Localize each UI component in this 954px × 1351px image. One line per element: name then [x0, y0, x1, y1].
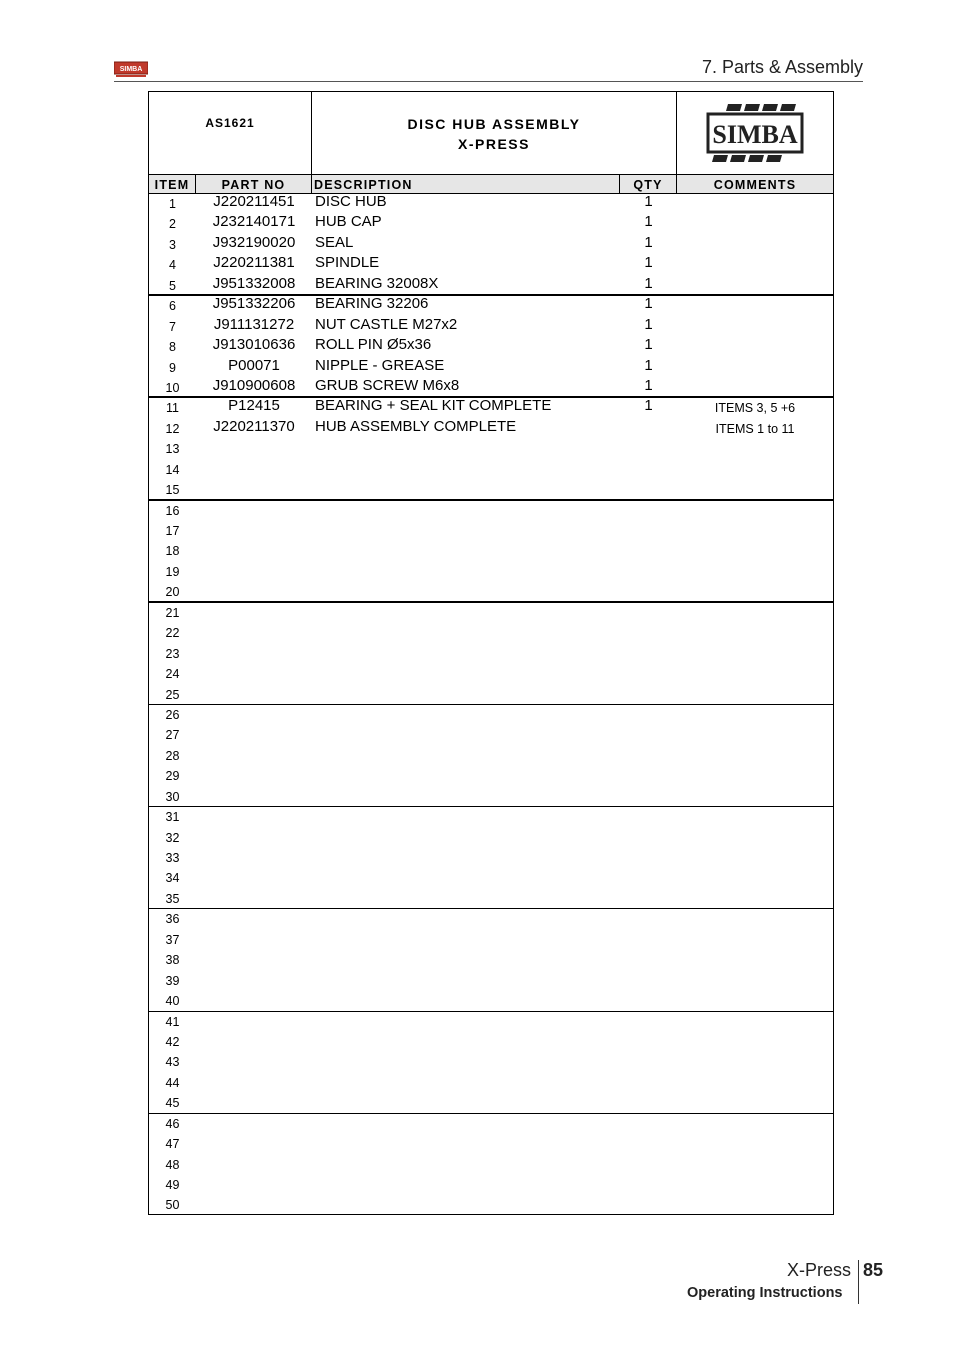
header-simba-logo — [114, 60, 148, 78]
table-row — [149, 480, 833, 500]
cell-item: 31 — [165, 810, 180, 825]
cell-item: 48 — [165, 1157, 180, 1172]
table-row — [149, 1175, 833, 1195]
table-row — [149, 255, 833, 275]
cell-item: 46 — [165, 1116, 180, 1131]
cell-item: 45 — [165, 1096, 180, 1111]
table-row — [149, 603, 833, 623]
cell-qty: 1 — [644, 213, 653, 231]
cell-item: 37 — [165, 932, 180, 947]
cell-item: 9 — [169, 360, 176, 375]
parts-sheet — [148, 91, 834, 1215]
cell-qty: 1 — [644, 397, 653, 415]
cell-part-no: J220211381 — [213, 254, 295, 272]
table-row — [149, 214, 833, 234]
cell-part-no: J913010636 — [212, 336, 296, 354]
cell-item: 26 — [165, 707, 180, 722]
table-row — [149, 541, 833, 561]
cell-description: HUB ASSEMBLY COMPLETE — [315, 417, 517, 435]
cell-qty: 1 — [644, 356, 653, 374]
table-row — [149, 235, 833, 255]
cell-comments: ITEMS 3, 5 +6 — [714, 401, 796, 416]
table-row — [149, 1134, 833, 1154]
cell-qty: 1 — [644, 274, 653, 292]
table-row — [149, 276, 833, 296]
cell-item: 29 — [165, 769, 180, 784]
assembly-title-line1: DISC HUB ASSEMBLY — [407, 116, 581, 132]
cell-part-no: J932190020 — [212, 233, 296, 251]
table-row — [149, 868, 833, 888]
table-row — [149, 501, 833, 521]
cell-item: 6 — [169, 299, 176, 314]
section-title: 7. Parts & Assembly — [701, 57, 863, 77]
col-qty: QTY — [620, 175, 677, 193]
cell-qty: 1 — [644, 254, 653, 272]
table-row — [149, 623, 833, 643]
footer-subtitle: Operating Instructions — [687, 1285, 843, 1301]
cell-description: NIPPLE - GREASE — [315, 356, 445, 374]
table-row — [149, 766, 833, 786]
table-row — [149, 460, 833, 480]
cell-item: 4 — [169, 258, 176, 273]
cell-qty: 1 — [644, 233, 653, 251]
cell-item: 38 — [165, 953, 180, 968]
cell-item: 20 — [165, 585, 180, 600]
cell-item: 34 — [165, 871, 180, 886]
table-row — [149, 909, 833, 929]
table-row — [149, 828, 833, 848]
table-row — [149, 991, 833, 1011]
cell-qty: 1 — [644, 336, 653, 354]
cell-description: SPINDLE — [315, 254, 380, 272]
cell-item: 17 — [165, 524, 180, 538]
column-headers — [149, 174, 833, 194]
col-part-no: PART NO — [196, 175, 312, 193]
col-comments: COMMENTS — [713, 178, 797, 192]
cell-item: 19 — [165, 564, 180, 579]
table-row — [149, 337, 833, 357]
table-row — [149, 562, 833, 582]
table-row — [149, 419, 833, 439]
table-row — [149, 685, 833, 705]
cell-item: 22 — [165, 626, 180, 641]
footer-divider — [858, 1260, 859, 1304]
table-row — [149, 787, 833, 807]
cell-item: 8 — [169, 340, 176, 355]
table-row — [149, 848, 833, 868]
svg-text:SIMBA: SIMBA — [119, 66, 143, 73]
table-row — [149, 889, 833, 909]
cell-item: 3 — [169, 237, 176, 252]
assembly-title — [312, 92, 677, 174]
table-row — [149, 439, 833, 459]
cell-item: 16 — [165, 503, 180, 518]
cell-item: 47 — [165, 1137, 180, 1152]
cell-item: 39 — [165, 973, 180, 988]
cell-item: 11 — [166, 401, 179, 416]
table-row — [149, 1052, 833, 1072]
cell-part-no: P12415 — [228, 397, 280, 415]
table-row — [149, 1073, 833, 1093]
cell-description: ROLL PIN Ø5x36 — [315, 336, 432, 354]
cell-item: 7 — [169, 319, 176, 334]
cell-item: 30 — [165, 789, 180, 804]
cell-item: 28 — [165, 748, 180, 763]
cell-description: BEARING 32008X — [315, 274, 439, 292]
cell-item: 2 — [169, 217, 176, 232]
cell-item: 36 — [165, 912, 180, 927]
cell-item: 44 — [165, 1075, 180, 1090]
cell-description: HUB CAP — [315, 213, 382, 231]
assembly-title-line2: X-PRESS — [458, 136, 530, 152]
cell-item: 27 — [165, 728, 180, 743]
table-row — [149, 358, 833, 378]
table-row — [149, 705, 833, 725]
cell-item: 40 — [165, 994, 180, 1009]
cell-item: 10 — [165, 380, 180, 395]
cell-description: NUT CASTLE M27x2 — [315, 315, 458, 333]
cell-item: 1 — [169, 197, 176, 211]
cell-part-no: J911131272 — [213, 315, 295, 333]
table-row — [149, 1032, 833, 1052]
table-row — [149, 317, 833, 337]
assembly-code: AS1621 — [149, 92, 312, 174]
footer-product: X-Press — [787, 1260, 852, 1280]
cell-item: 50 — [165, 1198, 180, 1213]
table-row — [149, 664, 833, 684]
table-row — [149, 930, 833, 950]
cell-part-no: J220211370 — [213, 417, 295, 435]
cell-comments: ITEMS 1 to 11 — [715, 421, 795, 436]
cell-item: 42 — [165, 1034, 180, 1049]
table-row — [149, 194, 833, 214]
table-row — [149, 1114, 833, 1134]
table-row — [149, 296, 833, 316]
table-row — [149, 1155, 833, 1175]
sheet-title-row — [149, 92, 833, 174]
table-row — [149, 950, 833, 970]
cell-item: 12 — [165, 421, 180, 436]
cell-qty: 1 — [644, 315, 653, 333]
cell-part-no: P00071 — [228, 356, 280, 374]
cell-part-no: J951332008 — [212, 274, 296, 292]
cell-item: 25 — [165, 687, 180, 702]
table-row — [149, 746, 833, 766]
cell-item: 15 — [165, 483, 180, 498]
header-divider — [114, 81, 863, 82]
cell-item: 35 — [165, 891, 180, 906]
cell-item: 41 — [165, 1014, 180, 1029]
cell-item: 13 — [165, 442, 180, 457]
svg-text:SIMBA: SIMBA — [712, 120, 798, 149]
cell-description: BEARING 32206 — [315, 295, 429, 313]
cell-description: GRUB SCREW M6x8 — [315, 376, 460, 394]
table-row — [149, 644, 833, 664]
cell-item: 49 — [165, 1178, 180, 1192]
page-number: 85 — [863, 1260, 884, 1280]
cell-description: DISC HUB — [315, 193, 387, 210]
table-row — [149, 1093, 833, 1113]
parts-table-body — [149, 194, 833, 1216]
cell-part-no: J232140171 — [212, 213, 296, 231]
cell-item: 32 — [165, 830, 180, 845]
col-item: ITEM — [149, 175, 196, 193]
cell-part-no: J951332206 — [212, 295, 296, 313]
cell-item: 5 — [169, 278, 176, 293]
table-row — [149, 582, 833, 602]
table-row — [149, 725, 833, 745]
col-description: DESCRIPTION — [312, 175, 620, 193]
cell-item: 14 — [165, 462, 180, 477]
table-row — [149, 398, 833, 418]
cell-qty: 1 — [644, 295, 653, 313]
table-row — [149, 1012, 833, 1032]
table-row — [149, 1195, 833, 1215]
cell-qty: 1 — [644, 193, 653, 210]
cell-part-no: J220211451 — [213, 193, 295, 210]
table-row — [149, 521, 833, 541]
cell-description: SEAL — [315, 233, 354, 251]
cell-part-no: J910900608 — [212, 376, 296, 394]
table-row — [149, 378, 833, 398]
cell-description: BEARING + SEAL KIT COMPLETE — [315, 397, 552, 415]
cell-item: 21 — [165, 605, 180, 620]
table-row — [149, 807, 833, 827]
simba-logo — [677, 92, 833, 174]
table-row — [149, 971, 833, 991]
cell-item: 43 — [165, 1055, 180, 1070]
cell-item: 23 — [165, 646, 180, 661]
cell-item: 18 — [165, 544, 180, 559]
cell-item: 33 — [165, 851, 180, 865]
cell-item: 24 — [165, 667, 180, 682]
cell-qty: 1 — [644, 376, 653, 394]
